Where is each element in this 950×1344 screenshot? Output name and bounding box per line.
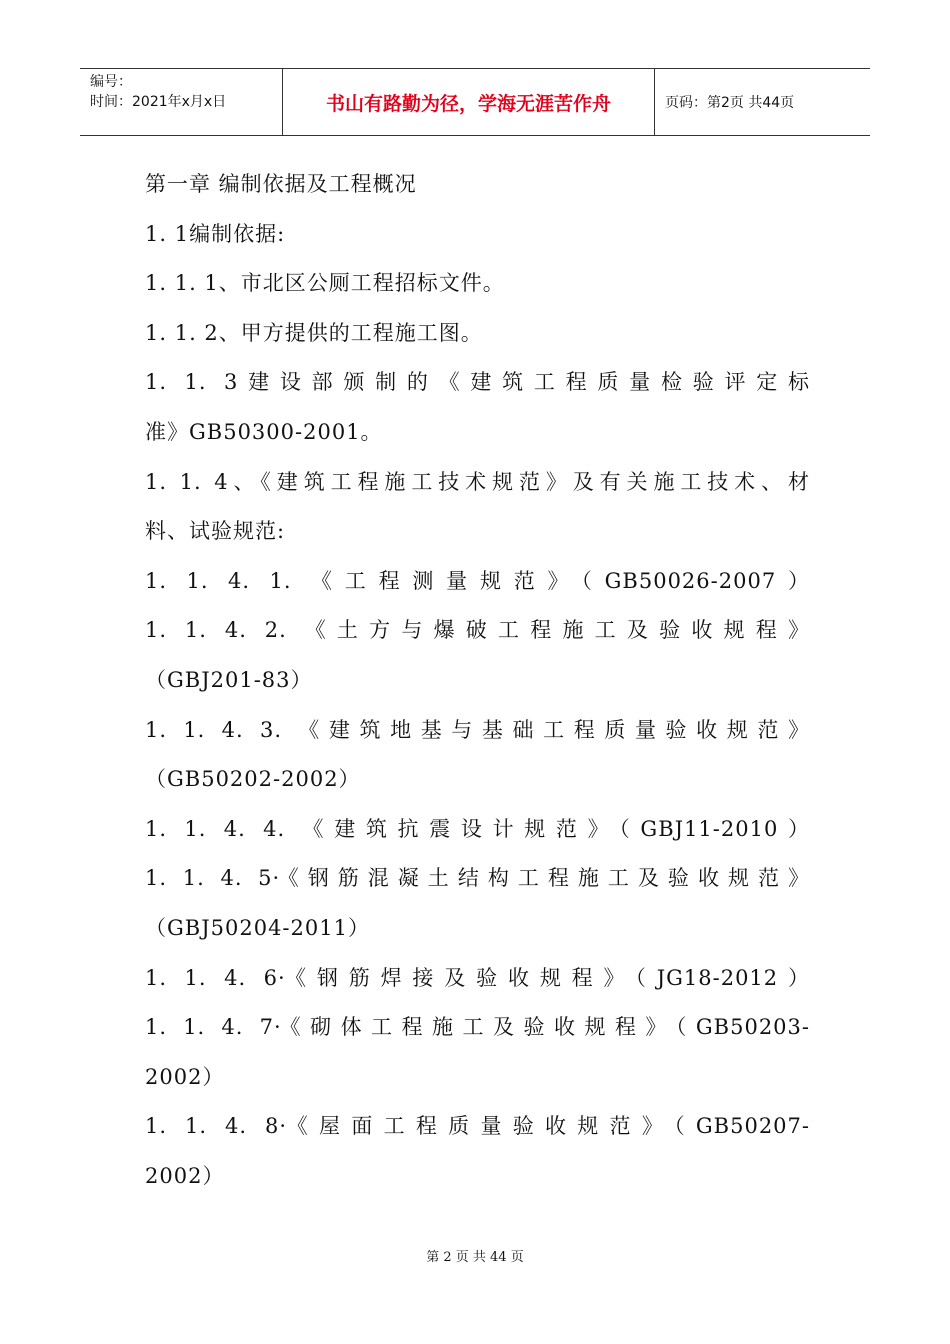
list-item-continuation: 料、试验规范: xyxy=(145,519,286,544)
list-item: 1. 1. 4. 5·《钢筋混凝土结构工程施工及验收规范》 xyxy=(145,866,810,891)
list-item: 1. 1. 2、甲方提供的工程施工图。 xyxy=(145,320,483,345)
list-item: 1. 1. 4. 7·《砌体工程施工及验收规程》（GB50203- xyxy=(145,1015,810,1040)
list-item-continuation: 2002） xyxy=(145,1163,225,1188)
page-footer: 第 2 页 共 44 页 xyxy=(426,1250,524,1265)
document-body xyxy=(145,160,810,1201)
list-item: 1. 1. 4、《建筑工程施工技术规范》及有关施工技术、材 xyxy=(145,469,810,494)
list-item-continuation: （GBJ50204-2011） xyxy=(145,915,370,940)
list-item-continuation: 2002） xyxy=(145,1064,225,1089)
header-meta-cell xyxy=(80,69,283,135)
list-item: 1. 1. 4. 1. 《工程测量规范》（GB50026-2007） xyxy=(145,568,810,593)
list-item-continuation: （GBJ201-83） xyxy=(145,667,313,692)
header-motto-cell xyxy=(283,69,655,135)
document-time-label: 时间：2021年x月x日 xyxy=(90,94,227,110)
header-page-cell xyxy=(655,69,870,135)
chapter-title: 第一章 编制依据及工程概况 xyxy=(145,172,417,196)
section-heading: 1. 1编制依据: xyxy=(145,221,286,246)
list-item: 1. 1. 1、市北区公厕工程招标文件。 xyxy=(145,271,505,296)
list-item: 1. 1. 4. 8·《屋面工程质量验收规范》（GB50207- xyxy=(145,1114,810,1139)
document-number-label: 编号： xyxy=(90,74,132,90)
header-table xyxy=(80,68,870,136)
list-item: 1. 1. 4. 3. 《建筑地基与基础工程质量验收规范》 xyxy=(145,717,810,742)
list-item: 1. 1. 3建设部颁制的《建筑工程质量检验评定标 xyxy=(145,370,810,395)
list-item: 1. 1. 4. 4. 《建筑抗震设计规范》（GBJ11-2010） xyxy=(145,816,810,841)
header-motto: 书山有路勤为径，学海无涯苦作舟 xyxy=(325,92,611,115)
list-item: 1. 1. 4. 2. 《土方与爆破工程施工及验收规程》 xyxy=(145,618,810,643)
list-item-continuation: （GB50202-2002） xyxy=(145,767,361,792)
list-item-continuation: 准》GB50300-2001。 xyxy=(145,419,383,444)
list-item: 1. 1. 4. 6·《钢筋焊接及验收规程》（JG18-2012） xyxy=(145,965,810,990)
header-page-info: 页码：第2页 共44页 xyxy=(665,95,795,111)
